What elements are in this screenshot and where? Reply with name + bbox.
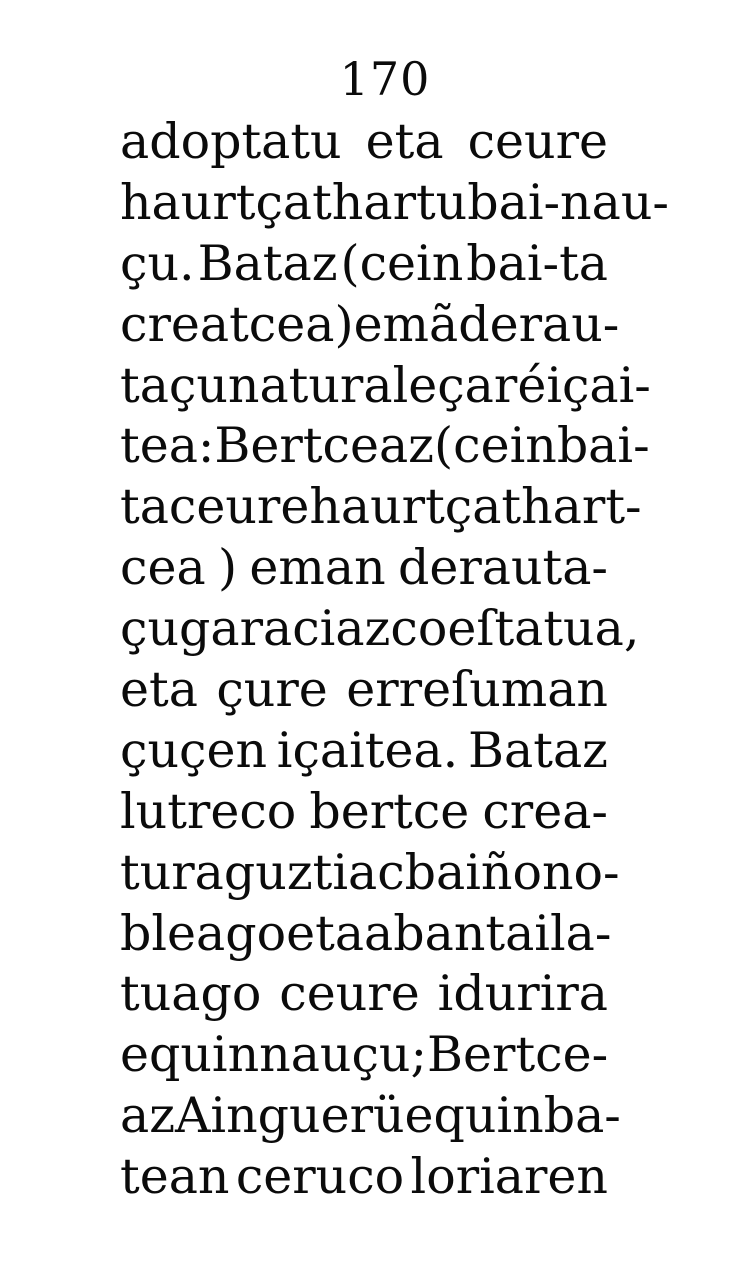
- text-line: [120, 1086, 621, 1147]
- text-word: nauçu: [259, 1026, 411, 1084]
- text-line: [120, 112, 608, 173]
- text-word: emã: [353, 295, 459, 353]
- text-word: Bataz: [468, 721, 608, 779]
- text-word: tura: [120, 843, 224, 901]
- text-word: hartu: [331, 173, 468, 231]
- text-word: bai-nau-: [467, 173, 669, 231]
- text-word: içai-: [546, 356, 651, 414]
- text-word: bleago: [120, 904, 287, 962]
- text-word: bertce: [309, 782, 470, 840]
- text-word: guztiac: [223, 843, 405, 901]
- text-word: naturaleçaré: [227, 356, 547, 414]
- page-number: 170: [339, 52, 431, 106]
- text-word: derau-: [458, 295, 620, 353]
- text-word: eman: [249, 539, 386, 597]
- text-word: ceure: [467, 113, 608, 170]
- text-line: [120, 843, 620, 904]
- text-word: tea:Bertceaz: [120, 417, 435, 475]
- text-word: ;: [410, 1026, 428, 1084]
- text-line: [120, 416, 650, 477]
- text-line: [120, 1025, 608, 1086]
- text-word: ceure: [168, 478, 310, 536]
- text-word: bai-: [556, 417, 650, 475]
- text-line: [120, 173, 669, 234]
- text-line: [120, 904, 612, 965]
- text-line: [120, 538, 608, 599]
- text-word: cea: [120, 539, 206, 597]
- text-word: abantaila-: [364, 904, 612, 962]
- text-word: idurira: [437, 965, 608, 1023]
- text-word: bai-ta: [466, 234, 608, 292]
- text-word: hart-: [521, 478, 642, 536]
- text-line: [120, 599, 640, 660]
- text-word: (cein: [340, 234, 464, 292]
- text-word: baiño: [404, 843, 542, 901]
- text-word: ceruco: [235, 1148, 405, 1206]
- text-word: ceure: [279, 965, 420, 1023]
- text-word: eta: [286, 904, 365, 962]
- text-line: [120, 477, 642, 538]
- text-word: tuago: [120, 965, 262, 1023]
- text-word: çure: [216, 661, 328, 719]
- text-word: içaitea.: [276, 721, 459, 779]
- text-word: çu.: [120, 234, 195, 292]
- text-word: ba-: [543, 1087, 621, 1145]
- text-line: [120, 782, 608, 843]
- text-word: (cein: [434, 417, 557, 475]
- text-word: eſtatua,: [447, 600, 640, 658]
- text-line: [120, 234, 608, 295]
- text-word: Bataz: [197, 234, 338, 292]
- text-line: [120, 721, 608, 782]
- text-word: eta: [365, 113, 444, 170]
- text-word: az: [120, 1087, 176, 1145]
- text-word: adoptatu: [120, 113, 342, 170]
- text-word: ): [334, 295, 354, 353]
- text-word: lutreco: [120, 782, 297, 840]
- body-text: [120, 112, 669, 1208]
- text-word: derauta-: [397, 539, 608, 597]
- text-word: no-: [541, 843, 620, 901]
- text-word: equin: [120, 1026, 260, 1084]
- text-line: [120, 964, 608, 1025]
- text-word: çuçen: [120, 721, 267, 779]
- text-word: crea-: [482, 782, 608, 840]
- text-line: [120, 660, 608, 721]
- text-word: haurtçat: [120, 173, 332, 231]
- text-word: Bertce-: [427, 1026, 609, 1084]
- text-line: [120, 356, 651, 417]
- text-word: ): [217, 539, 238, 597]
- text-line: [120, 295, 620, 356]
- text-line: [120, 1147, 608, 1208]
- text-word: garaciazco: [179, 600, 448, 658]
- text-word: loriaren: [410, 1148, 608, 1206]
- text-word: tean: [120, 1148, 230, 1206]
- text-word: haurtçat: [309, 478, 522, 536]
- text-word: ta: [120, 478, 169, 536]
- text-word: çu: [120, 600, 180, 658]
- text-word: taçu: [120, 356, 228, 414]
- text-word: erreſuman: [346, 661, 608, 719]
- text-word: Ainguerüequin: [175, 1087, 544, 1145]
- text-word: creatcea: [120, 295, 335, 353]
- text-word: eta: [120, 661, 198, 719]
